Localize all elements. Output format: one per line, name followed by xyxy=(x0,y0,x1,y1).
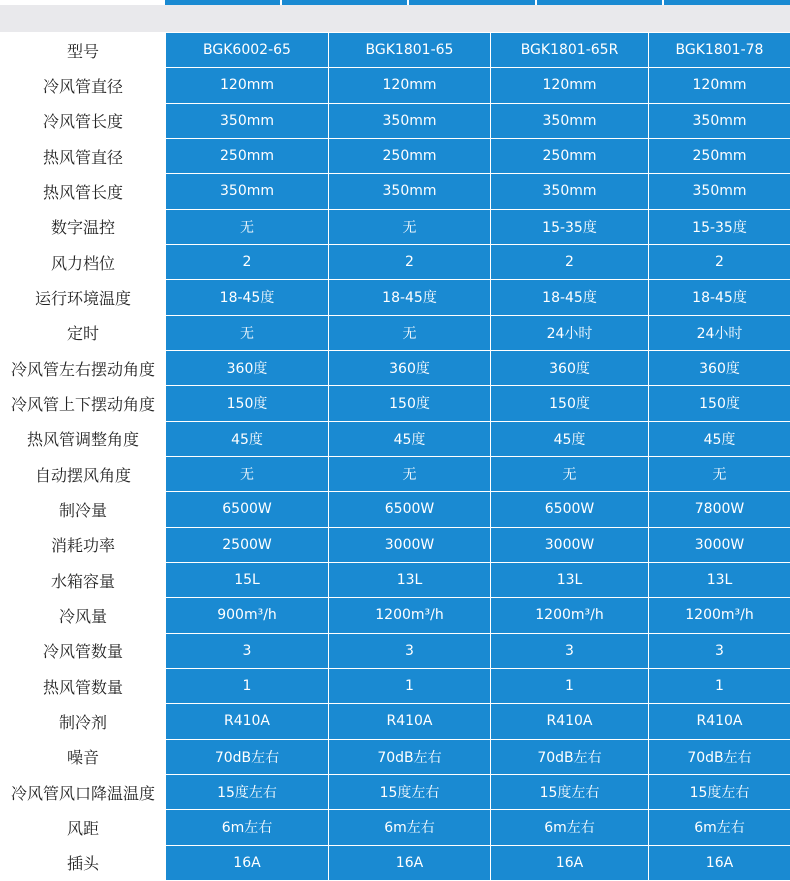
row-label: 制冷剂 xyxy=(1,704,166,739)
spec-value-cell: 6m左右 xyxy=(166,810,329,845)
spec-value-cell: 1200m³/h xyxy=(329,598,491,633)
spec-value-cell: 70dB左右 xyxy=(166,739,329,774)
spec-value-cell: 1 xyxy=(329,668,491,703)
row-label: 消耗功率 xyxy=(1,527,166,562)
spec-value-cell: 45度 xyxy=(166,421,329,456)
spec-value-cell: 15-35度 xyxy=(649,209,790,244)
spec-value-cell: 250mm xyxy=(491,138,649,173)
row-label: 冷风管风口降温温度 xyxy=(1,774,166,809)
spec-value-cell: 16A xyxy=(649,845,790,880)
row-label: 自动摆风角度 xyxy=(1,456,166,491)
spec-value-cell: 1 xyxy=(491,668,649,703)
spec-value-cell: 15度左右 xyxy=(491,774,649,809)
spec-value-cell: 900m³/h xyxy=(166,598,329,633)
spec-value-cell: R410A xyxy=(329,704,491,739)
table-row xyxy=(1,598,790,633)
row-label: 风距 xyxy=(1,810,166,845)
spec-value-cell: 360度 xyxy=(329,350,491,385)
spec-value-cell: 45度 xyxy=(329,421,491,456)
table-row xyxy=(1,456,790,491)
spec-value-cell: 70dB左右 xyxy=(649,739,790,774)
spec-value-cell: 6500W xyxy=(329,492,491,527)
spec-value-cell: 360度 xyxy=(649,350,790,385)
spec-value-cell: 15度左右 xyxy=(329,774,491,809)
table-row xyxy=(1,668,790,703)
table-row xyxy=(1,774,790,809)
spec-value-cell: 3000W xyxy=(329,527,491,562)
spec-table xyxy=(0,32,790,881)
spec-value-cell: BGK6002-65 xyxy=(166,33,329,68)
spec-value-cell: 3 xyxy=(491,633,649,668)
spec-value-cell: 18-45度 xyxy=(649,280,790,315)
spec-value-cell: 1200m³/h xyxy=(491,598,649,633)
spec-value-cell: 45度 xyxy=(491,421,649,456)
spec-value-cell: 150度 xyxy=(649,386,790,421)
spec-value-cell: 250mm xyxy=(166,138,329,173)
spec-value-cell: 6m左右 xyxy=(491,810,649,845)
spec-value-cell: 18-45度 xyxy=(166,280,329,315)
spec-value-cell: 150度 xyxy=(329,386,491,421)
spec-value-cell: 6500W xyxy=(491,492,649,527)
spec-value-cell: 13L xyxy=(649,562,790,597)
spec-value-cell: 2 xyxy=(166,244,329,279)
row-label: 热风管长度 xyxy=(1,174,166,209)
spec-value-cell: 70dB左右 xyxy=(329,739,491,774)
spec-value-cell: 3 xyxy=(329,633,491,668)
spec-value-cell: 360度 xyxy=(166,350,329,385)
table-row xyxy=(1,562,790,597)
spec-value-cell: 150度 xyxy=(166,386,329,421)
spec-value-cell: 18-45度 xyxy=(491,280,649,315)
spec-value-cell: BGK1801-65 xyxy=(329,33,491,68)
spec-value-cell: 1 xyxy=(649,668,790,703)
row-label: 热风管直径 xyxy=(1,138,166,173)
table-row xyxy=(1,209,790,244)
spec-value-cell: 6m左右 xyxy=(329,810,491,845)
table-row xyxy=(1,845,790,880)
spec-value-cell: BGK1801-78 xyxy=(649,33,790,68)
spec-value-cell: 70dB左右 xyxy=(491,739,649,774)
spec-value-cell: R410A xyxy=(166,704,329,739)
row-label: 运行环境温度 xyxy=(1,280,166,315)
spec-value-cell: 无 xyxy=(329,456,491,491)
spec-value-cell: 3000W xyxy=(491,527,649,562)
table-row xyxy=(1,492,790,527)
table-row xyxy=(1,33,790,68)
spec-value-cell: 无 xyxy=(166,209,329,244)
spec-value-cell: 2 xyxy=(329,244,491,279)
spec-value-cell: 350mm xyxy=(166,103,329,138)
row-label: 冷风管数量 xyxy=(1,633,166,668)
row-label: 定时 xyxy=(1,315,166,350)
spec-value-cell: 350mm xyxy=(491,103,649,138)
spec-value-cell: 15度左右 xyxy=(166,774,329,809)
spec-value-cell: 6m左右 xyxy=(649,810,790,845)
spec-value-cell: 350mm xyxy=(491,174,649,209)
spec-value-cell: R410A xyxy=(491,704,649,739)
spec-value-cell: 无 xyxy=(166,456,329,491)
table-row xyxy=(1,103,790,138)
spec-value-cell: 16A xyxy=(329,845,491,880)
spec-value-cell: 2 xyxy=(649,244,790,279)
spec-value-cell: 120mm xyxy=(491,68,649,103)
row-label: 冷风管左右摆动角度 xyxy=(1,350,166,385)
spec-value-cell: 无 xyxy=(166,315,329,350)
spec-value-cell: 16A xyxy=(491,845,649,880)
spec-value-cell: 350mm xyxy=(329,174,491,209)
spec-value-cell: 13L xyxy=(491,562,649,597)
table-row xyxy=(1,315,790,350)
table-row xyxy=(1,386,790,421)
table-row xyxy=(1,704,790,739)
spec-value-cell: 15度左右 xyxy=(649,774,790,809)
table-row xyxy=(1,174,790,209)
row-label: 冷风量 xyxy=(1,598,166,633)
row-label: 冷风管直径 xyxy=(1,68,166,103)
spec-value-cell: 24小时 xyxy=(649,315,790,350)
spec-table-body xyxy=(1,33,790,881)
spec-value-cell: 120mm xyxy=(166,68,329,103)
table-row xyxy=(1,280,790,315)
table-row xyxy=(1,421,790,456)
table-row xyxy=(1,810,790,845)
row-label: 制冷量 xyxy=(1,492,166,527)
spec-value-cell: 无 xyxy=(649,456,790,491)
spec-value-cell: 150度 xyxy=(491,386,649,421)
table-row xyxy=(1,138,790,173)
spec-value-cell: BGK1801-65R xyxy=(491,33,649,68)
table-row xyxy=(1,739,790,774)
spec-value-cell: 16A xyxy=(166,845,329,880)
spec-value-cell: 350mm xyxy=(329,103,491,138)
row-label: 冷风管长度 xyxy=(1,103,166,138)
row-label: 噪音 xyxy=(1,739,166,774)
spec-value-cell: 15L xyxy=(166,562,329,597)
header-band xyxy=(0,5,790,32)
spec-value-cell: 250mm xyxy=(649,138,790,173)
spec-value-cell: 2 xyxy=(491,244,649,279)
spec-value-cell: 15-35度 xyxy=(491,209,649,244)
spec-value-cell: 3000W xyxy=(649,527,790,562)
table-row xyxy=(1,527,790,562)
spec-value-cell: 13L xyxy=(329,562,491,597)
spec-value-cell: 350mm xyxy=(649,174,790,209)
spec-value-cell: 350mm xyxy=(166,174,329,209)
spec-value-cell: 45度 xyxy=(649,421,790,456)
spec-value-cell: 7800W xyxy=(649,492,790,527)
row-label: 热风管数量 xyxy=(1,668,166,703)
spec-value-cell: 360度 xyxy=(491,350,649,385)
table-row xyxy=(1,244,790,279)
spec-value-cell: 2500W xyxy=(166,527,329,562)
spec-value-cell: 120mm xyxy=(329,68,491,103)
spec-value-cell: 无 xyxy=(329,315,491,350)
table-row xyxy=(1,68,790,103)
spec-value-cell: 3 xyxy=(649,633,790,668)
spec-value-cell: 1200m³/h xyxy=(649,598,790,633)
spec-value-cell: 1 xyxy=(166,668,329,703)
spec-value-cell: 350mm xyxy=(649,103,790,138)
row-label: 水箱容量 xyxy=(1,562,166,597)
row-label: 型号 xyxy=(1,33,166,68)
row-label: 热风管调整角度 xyxy=(1,421,166,456)
spec-value-cell: 无 xyxy=(329,209,491,244)
spec-value-cell: 6500W xyxy=(166,492,329,527)
spec-value-cell: R410A xyxy=(649,704,790,739)
spec-value-cell: 24小时 xyxy=(491,315,649,350)
row-label: 冷风管上下摆动角度 xyxy=(1,386,166,421)
table-row xyxy=(1,350,790,385)
spec-value-cell: 120mm xyxy=(649,68,790,103)
row-label: 插头 xyxy=(1,845,166,880)
table-row xyxy=(1,633,790,668)
row-label: 风力档位 xyxy=(1,244,166,279)
spec-value-cell: 3 xyxy=(166,633,329,668)
row-label: 数字温控 xyxy=(1,209,166,244)
spec-value-cell: 18-45度 xyxy=(329,280,491,315)
spec-value-cell: 250mm xyxy=(329,138,491,173)
spec-value-cell: 无 xyxy=(491,456,649,491)
